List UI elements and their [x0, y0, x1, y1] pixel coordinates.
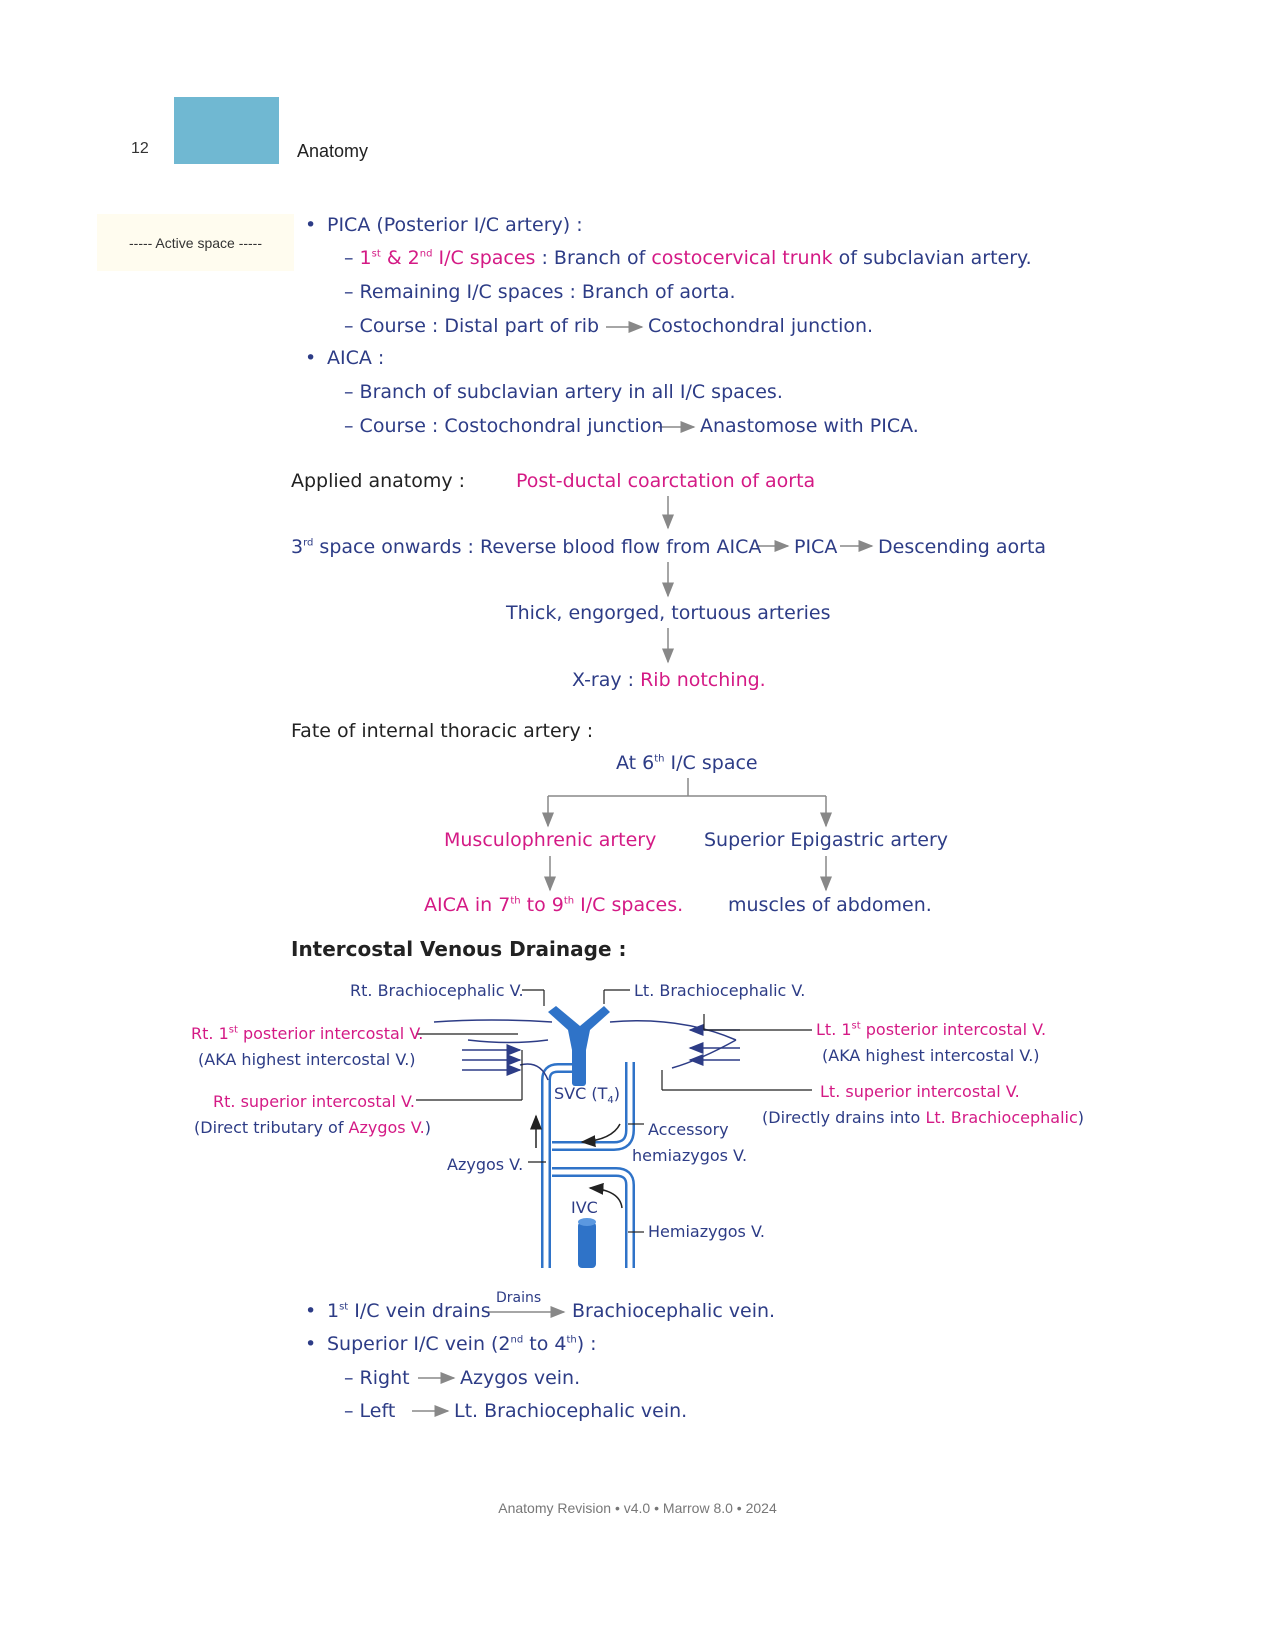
page-number: 12 [131, 140, 149, 157]
drain-line-1: • 1st I/C vein drains [327, 1300, 491, 1322]
accessory-hemiazygos-label-2: hemiazygos V. [632, 1146, 748, 1165]
section-title: Anatomy [297, 141, 369, 161]
drain-line-3: – Right [344, 1367, 410, 1389]
musculophrenic-node: Musculophrenic artery [444, 829, 657, 851]
tortuous-arteries-node: Thick, engorged, tortuous arteries [506, 602, 831, 624]
drain-line-2: • Superior I/C vein (2nd to 4th) : [327, 1333, 597, 1355]
pica-title: • PICA (Posterior I/C artery) : [327, 214, 583, 236]
accessory-hemiazygos-label-1: Accessory [648, 1120, 729, 1139]
xray-node: X-ray : Rib notching. [572, 669, 766, 691]
fate-label: Fate of internal thoracic artery : [291, 720, 594, 742]
aica-title: • AICA : [327, 347, 384, 369]
pica-line-3-end: Costochondral junction. [648, 315, 874, 337]
epigastric-result: muscles of abdomen. [728, 894, 932, 916]
applied-anatomy-label: Applied anatomy : [291, 470, 466, 492]
lt-first-aka: (AKA highest intercostal V.) [822, 1046, 1040, 1065]
pica-line-2: – Remaining I/C spaces : Branch of aorta. [344, 281, 736, 303]
svc-label: SVC $(T_4)$ [554, 1084, 620, 1107]
hemiazygos-label: Hemiazygos V. [648, 1222, 765, 1241]
musculophrenic-result: AICA in 7th to 9th I/C spaces. [424, 894, 684, 916]
drain-line-4-end: Lt. Brachiocephalic vein. [454, 1400, 688, 1422]
azygos-label: Azygos V. [447, 1155, 524, 1174]
rt-brachiocephalic-label: Rt. Brachiocephalic V. [350, 981, 524, 1000]
coarctation-label: Post-ductal coarctation of aorta [516, 470, 816, 492]
drains-arrow-label: Drains [496, 1290, 542, 1306]
aica-line-2: – Course : Costochondral junction [344, 415, 664, 437]
active-space-note: ----- Active space ----- [97, 214, 294, 271]
pica-node: PICA [794, 536, 838, 558]
descending-aorta-node: Descending aorta [878, 536, 1047, 558]
drain-line-4: – Left [344, 1400, 396, 1422]
lt-brachiocephalic-label: Lt. Brachiocephalic V. [634, 981, 806, 1000]
aica-line-2-end: Anastomose with PICA. [700, 415, 919, 437]
rt-first-aka: (AKA highest intercostal V.) [198, 1050, 416, 1069]
rt-superior-note: (Direct tributary of Azygos V.) [194, 1118, 431, 1137]
pica-line-3: – Course : Distal part of rib [344, 315, 600, 337]
rt-first-posterior-label: Rt. 1st posterior intercostal V. [191, 1024, 424, 1043]
pica-line-1: – 1st & 2nd I/C spaces : Branch of costocervical trunk of subclavian artery. [344, 247, 1032, 269]
reverse-flow-line: 3rd space onwards : Reverse blood flow from AICA [291, 536, 762, 558]
fate-root: At 6th I/C space [616, 752, 758, 774]
aica-line-1: – Branch of subclavian artery in all I/C spaces. [344, 381, 783, 403]
drain-line-1-end: Brachiocephalic vein. [572, 1300, 776, 1322]
venous-drainage-title: Intercostal Venous Drainage : [291, 937, 627, 961]
footer-text: Anatomy Revision • v4.0 • Marrow 8.0 • 2024 [498, 1500, 777, 1516]
superior-epigastric-node: Superior Epigastric artery [704, 829, 949, 851]
drain-line-3-end: Azygos vein. [460, 1367, 581, 1389]
lt-superior-note: (Directly drains into Lt. Brachiocephalic) [762, 1108, 1085, 1127]
ivc-label: IVC [571, 1198, 598, 1217]
rt-superior-label: Rt. superior intercostal V. [213, 1092, 415, 1111]
lt-superior-label: Lt. superior intercostal V. [820, 1082, 1020, 1101]
lt-first-posterior-label: Lt. 1st posterior intercostal V. [816, 1020, 1047, 1039]
